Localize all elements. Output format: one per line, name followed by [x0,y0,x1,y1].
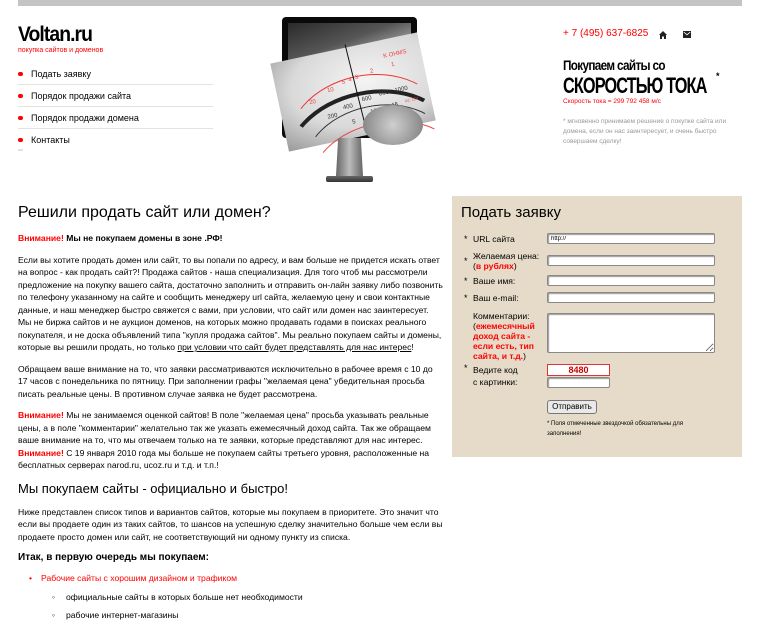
attention-label: Внимание! [18,233,64,243]
intro-paragraph [18,254,443,354]
slogan-line-1: Покупаем сайты со [563,57,665,73]
url-input[interactable] [547,233,715,244]
required-asterisk: * [464,293,468,303]
submit-button[interactable]: Отправить [547,400,597,414]
sub-list [41,591,443,621]
attention-text: Мы не занимаемся оценкой сайтов! В поле "желаемая цена" просьба указывать реальные цены, а в поле "комментарии" желательно так же указать ежемесячный доход сайта. Так же обращаем ваше внимание на то, что мы отвечаем только на те заявки, которые представляют для нас интерес. [18,410,431,445]
site-tagline: покупка сайтов и доменов [18,47,104,54]
menu-item-site-sale-order[interactable] [18,85,213,107]
priority-paragraph: Ниже представлен список типов и вариантов сайтов, которые мы покупаем в приоритете. Это значит что если вы продаете один из таких сайтов, то шансов на успешную сделку значительно больше чем если вы продаете просто домен или сайт, не соответствующий ни одному пункту из списка. [18,506,443,542]
slogan-asterisk: * [716,71,720,81]
menu-item-label: Подать заявку [31,68,91,79]
priority-list [18,572,443,621]
dial-label: 5 [351,119,357,126]
rf-notice [18,232,443,245]
email-label: Ваш e-mail: [473,293,519,303]
top-bar [18,0,742,6]
paren: ) [513,261,517,271]
rf-notice-text: Мы не покупаем домены в зоне .РФ! [63,233,223,243]
menu-item-label: Порядок продажи домена [31,112,139,123]
dial-knob [363,105,423,145]
sub-list-item: ◦ официальные сайты в которых больше нет необходимости [61,591,443,603]
comment-label-text: Комментарии: [473,311,530,321]
captcha-label-line2: с картинки: [473,377,518,387]
name-input[interactable] [547,275,715,286]
dial-label: 200 [327,112,339,121]
slogan-line-2: СКОРОСТЬЮ ТОКА [563,73,707,98]
paren: ( [473,261,476,271]
dial-label: K OHMS [382,49,408,60]
monitor-stand [336,138,363,176]
mail-icon[interactable] [683,31,691,38]
monitor-base [326,176,373,182]
attention-label: Внимание! [18,410,64,420]
dial-label: 2 [369,68,375,75]
url-label: URL сайта [473,234,515,244]
section-subtitle: Мы покупаем сайты - официально и быстро! [18,480,288,496]
intro-text: Если вы хотите продать домен или сайт, то вы попали по адресу, и вам больше не придется искать ответ на вопрос - как продать сайт?! Продажа сайтов - наша специализация. Для того чтоб мы рассмотрели предложение на покупку вашего сайта, достаточно заполнить и отправить он-лайн заявку либо позвонить по телефону указанному на сайте и сообщить менеджеру url сайта, желаемую цену и свои контактные данные, и наш менеджер быстро свяжется с вами, при условии, что сайт или домен нас заинтересует. Мы не биржа сайтов и не аукцион доменов, на которых можно продавать годами в поисках реального покупателя, и не доска объявлений типа "купля продажа сайтов". Мы реально покупаем сайты и домены, которые вы решили продать, но только [18,254,443,352]
home-icon[interactable] [659,31,667,39]
menu-item-contacts[interactable] [18,129,213,151]
required-fields-note: * Поля отмеченные звездочкой обязательны для заполнения! [547,421,683,437]
menu-item-label: Порядок продажи сайта [31,90,131,101]
menu-item-domain-sale-order[interactable] [18,107,213,129]
dial-label: 1000 [394,85,409,95]
monitor-screen [282,17,417,138]
dial-label: 800 [378,89,390,98]
menu-item-label: Контакты [31,135,70,145]
dial-label: 400 [342,103,354,112]
attention-label: Внимание! [18,447,64,458]
bullet-icon [18,94,23,98]
attention-text-2: С 19 января 2010 года мы больше не покупаем сайты третьего уровня, расположенные на бесплатных серверах narod.ru, ucoz.ru и т.д. и т.п.! [18,447,430,470]
menu-item-submit-request[interactable] [18,63,213,85]
list-item-label: Рабочие сайты с хорошим дизайном и трафиком [41,573,238,583]
bullet-icon [18,138,23,142]
required-asterisk: * [464,256,468,266]
main-content [18,204,443,628]
bullet-icon [18,72,23,76]
paren: ( [473,321,476,331]
price-label-text: Желаемая цена: [473,251,540,261]
comment-textarea[interactable] [547,313,715,353]
form-title: Подать заявку [461,204,561,221]
captcha-label [473,364,548,388]
speed-of-current: Скорость тока = 299 792 458 м/с [563,98,661,105]
monitor-illustration [282,17,417,185]
interest-condition-link[interactable]: при условии что сайт будет представлять для нас интерес [177,342,412,352]
slogan-footnote: * мгновенно принимаем решение о покупке сайта или домена, если он нас заинтересует, и очень быстро совершаем сделку! [563,118,727,145]
sub-list-item: ◦ рабочие интернет-магазины [61,609,443,621]
required-asterisk: * [464,363,468,373]
dial-label: 1 [390,61,396,69]
price-input[interactable] [547,255,715,266]
bullet-icon [18,116,23,120]
captcha-input[interactable] [547,377,610,388]
intro-end: ! [411,342,414,352]
page-title: Решили продать сайт или домен? [18,204,271,221]
dial-label: 3 [354,74,360,82]
email-input[interactable] [547,292,715,303]
dial-label: 5 [341,79,346,87]
comment-hint: ежемесячный доход сайта - если есть, тип сайта, и т.д. [473,321,535,361]
comment-label [473,311,548,361]
name-label: Ваше имя: [473,276,516,286]
paren: ) [523,351,526,361]
request-form [452,196,742,457]
menu-divider [18,149,23,151]
dial-label: 20 [308,98,317,107]
list-title: Итак, в первую очередь мы покупаем: [18,552,209,563]
dial-label: 10 [326,87,335,95]
voltmeter-dial-image [288,23,419,132]
required-asterisk: * [464,234,468,244]
captcha-image: 8480 [547,364,610,376]
price-hint: в рублях [475,261,514,271]
phone-number[interactable]: + 7 (495) 637-6825 [563,28,649,39]
captcha-label-line1: Ведите код [473,365,518,375]
required-asterisk: * [464,276,468,286]
dial-label: 4 [347,77,353,84]
main-menu [18,63,213,151]
working-hours-paragraph: Обращаем ваше внимание на то, что заявки рассматриваются исключительно в рабочее время с 10 до 17 часов с понедельника по пятницу. При заполнении графы "желаемая цена" убедительная просьба писать реальные цены. В противном случае заявка не будет рассмотрена. [18,363,433,399]
dial-label: AC 15V [404,95,419,104]
list-item [36,572,443,621]
price-label [473,251,548,271]
attention-paragraph [18,409,443,472]
site-logo[interactable]: Voltan.ru [18,23,93,46]
dial-label: 600 [361,95,373,104]
